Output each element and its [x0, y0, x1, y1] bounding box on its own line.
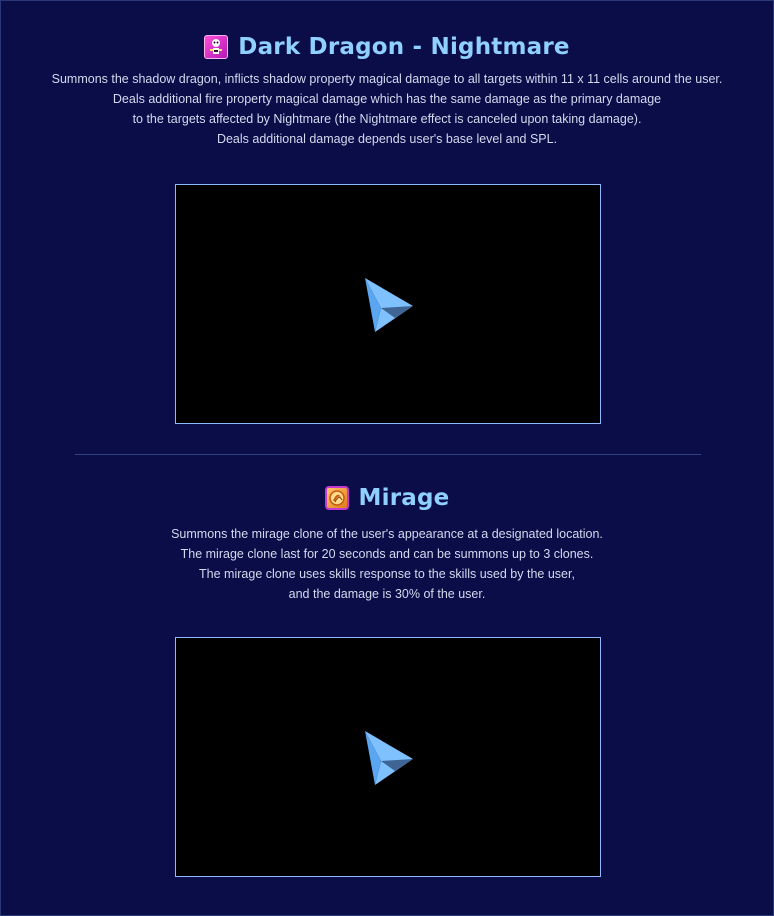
- skill-title: Dark Dragon - Nightmare: [238, 34, 570, 60]
- skill-video-player[interactable]: [175, 637, 601, 877]
- description-line: to the targets affected by Nightmare (the Nightmare effect is canceled upon taking damage).: [132, 112, 642, 126]
- description-line: Summons the mirage clone of the user's appearance at a designated location.: [171, 527, 603, 541]
- skill-section-dark-dragon: [1, 31, 773, 149]
- description-line: The mirage clone uses skills response to the skills used by the user,: [199, 567, 575, 581]
- skill-title: Mirage: [358, 485, 450, 511]
- description-line: The mirage clone last for 20 seconds and can be summons up to 3 clones.: [180, 547, 594, 561]
- description-line: Deals additional damage depends user's base level and SPL.: [216, 132, 558, 146]
- section-divider: [75, 454, 701, 455]
- mirage-icon: [325, 486, 349, 510]
- skill-title-row: [1, 31, 773, 63]
- description-line: and the damage is 30% of the user.: [288, 587, 486, 601]
- skill-video-player[interactable]: [175, 184, 601, 424]
- description-line: Summons the shadow dragon, inflicts shadow property magical damage to all targets within 11 x 11 cells around the user.: [51, 72, 723, 86]
- dark-dragon-icon: [204, 35, 228, 59]
- play-icon[interactable]: [363, 278, 415, 332]
- skill-description: [1, 69, 773, 149]
- skill-description: [1, 524, 773, 604]
- description-line: Deals additional fire property magical damage which has the same damage as the primary damage: [112, 92, 662, 106]
- skill-title-row: [1, 482, 773, 514]
- play-icon[interactable]: [363, 731, 415, 785]
- skill-section-mirage: [1, 482, 773, 604]
